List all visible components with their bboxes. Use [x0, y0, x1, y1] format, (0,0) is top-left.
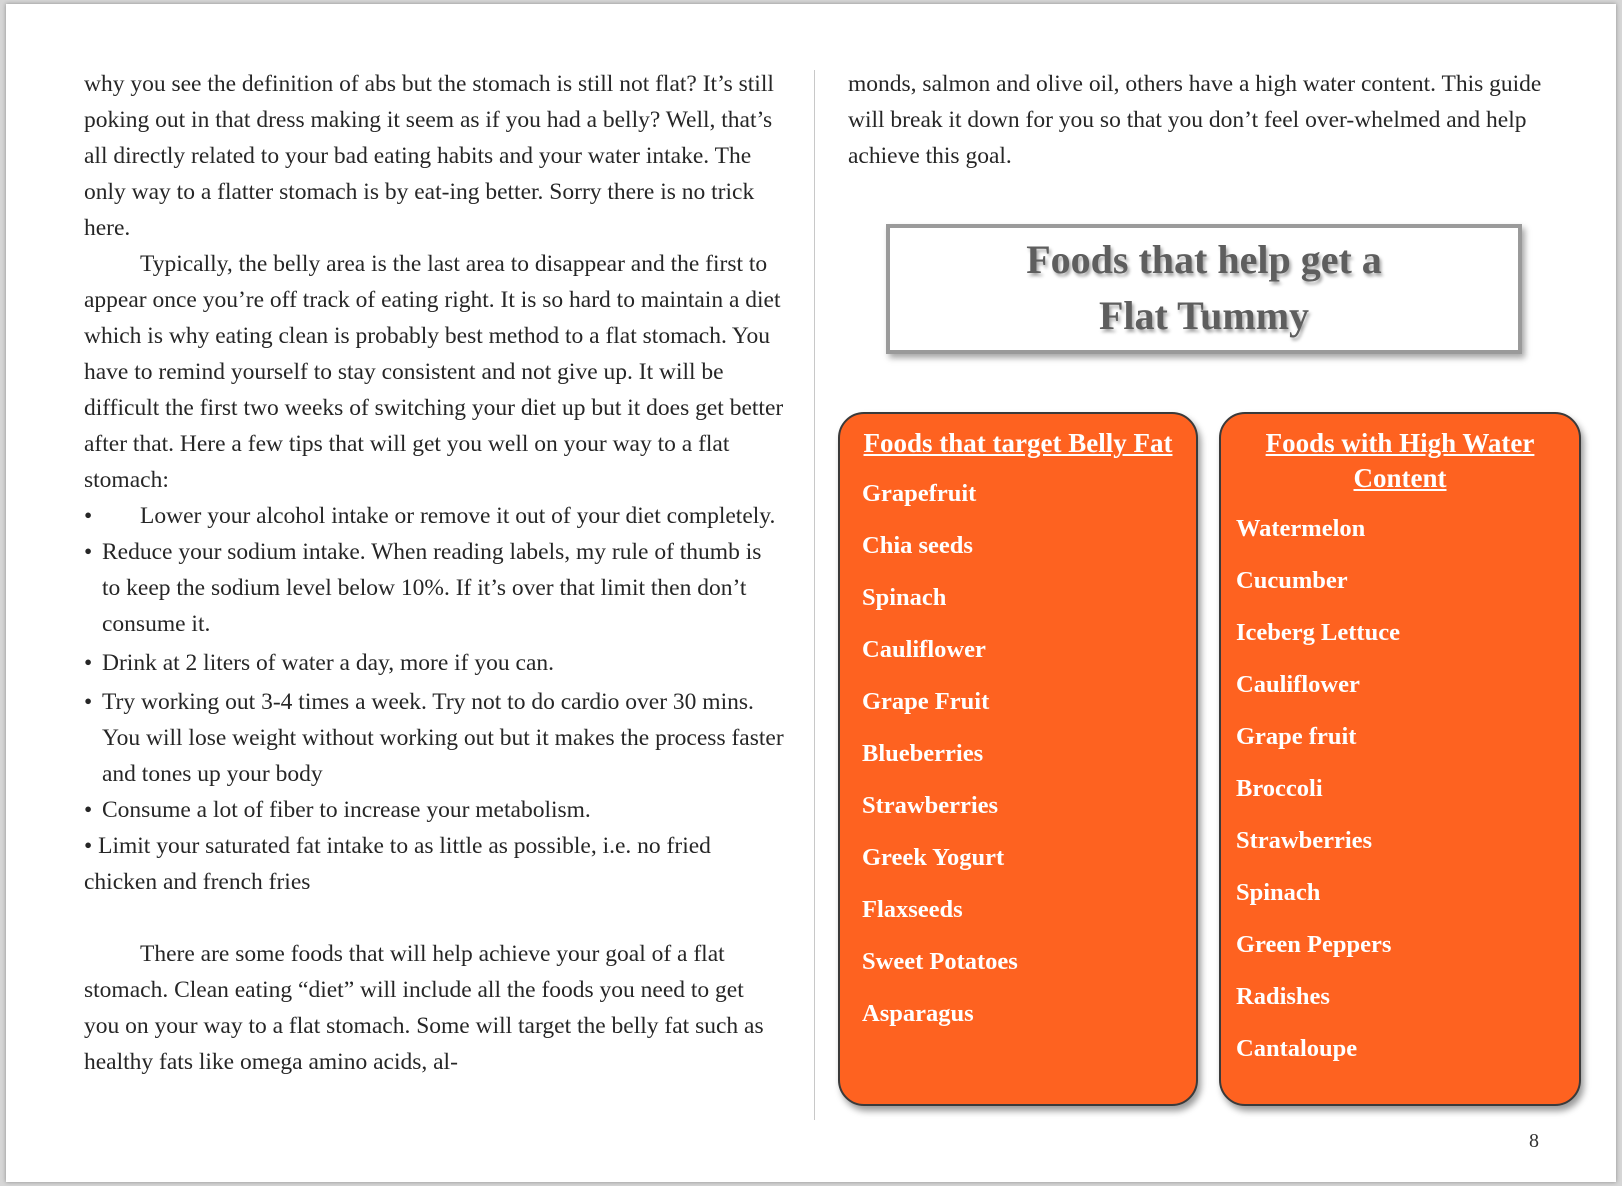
- title-line-2: Flat Tummy: [1098, 293, 1310, 338]
- high-water-heading: Foods with High Water Content: [1265, 428, 1535, 493]
- list-item: Iceberg Lettuce: [1236, 619, 1400, 646]
- list-item: Sweet Potatoes: [862, 948, 1018, 975]
- list-item: Blueberries: [862, 740, 984, 767]
- tip-text: Reduce your sodium intake. When reading labels, my rule of thumb is to keep the sodium level below 10%. If it’s over that limit then don’t consume it.: [102, 539, 762, 637]
- list-item: Grapefruit: [862, 480, 977, 507]
- list-item: Chia seeds: [862, 532, 973, 559]
- tip-text: Consume a lot of fiber to increase your metabolism.: [102, 797, 591, 823]
- tip-text: Drink at 2 liters of water a day, more if you can.: [102, 650, 554, 676]
- paragraph-intro: why you see the definition of abs but the stomach is still not flat? It’s still poking out in that dress making it seem as if you had a belly? Well, that’s all directly related to your bad eating habits and your water intake. The only way to a flatter stomach is by eat-ing better. Sorry there is no trick here.: [84, 71, 774, 241]
- list-item: Spinach: [1236, 879, 1321, 906]
- spacer: [84, 900, 784, 936]
- bullet-icon: •: [84, 689, 93, 715]
- tip-item: [84, 498, 784, 534]
- bullet-icon: •: [84, 797, 93, 823]
- paragraph-continued: monds, salmon and olive oil, others have a high water content. This guide will break it down for you so that you don’t feel over-whelmed and help achieve this goal.: [848, 71, 1542, 169]
- high-water-list: [1221, 514, 1579, 1086]
- paragraph-foods-intro: There are some foods that will help achieve your goal of a flat stomach. Clean eating “diet” will include all the foods you need to get you on your way to a flat stomach. Some will target the belly fat such as healthy fats like omega amino acids, al-: [84, 941, 764, 1075]
- belly-fat-list: [840, 479, 1196, 1051]
- tip-item: [84, 534, 784, 642]
- tip-text: Lower your alcohol intake or remove it out of your diet completely.: [140, 503, 776, 529]
- title-line-1: Foods that help get a: [1026, 237, 1382, 282]
- belly-fat-foods-box: [838, 412, 1198, 1106]
- page-number: 8: [1529, 1130, 1539, 1152]
- list-item: Broccoli: [1236, 775, 1323, 802]
- title-box: [886, 224, 1522, 354]
- document-page: [6, 4, 1616, 1182]
- left-column: [84, 66, 784, 1080]
- belly-fat-heading: Foods that target Belly Fat: [863, 428, 1173, 458]
- right-column-text: [848, 66, 1548, 174]
- list-item: Flaxseeds: [862, 896, 963, 923]
- bullet-icon: •: [84, 650, 93, 676]
- high-water-foods-box: [1219, 412, 1581, 1106]
- list-item: Cauliflower: [1236, 671, 1360, 698]
- tip-item: [84, 792, 784, 828]
- tip-item: [84, 645, 784, 681]
- list-item: Watermelon: [1236, 515, 1366, 542]
- tip-item: [84, 684, 784, 792]
- bullet-icon: •: [84, 503, 93, 529]
- list-item: Green Peppers: [1236, 931, 1392, 958]
- list-item: Strawberries: [1236, 827, 1373, 854]
- tip-item-saturated-fat: • Limit your saturated fat intake to as little as possible, i.e. no fried chicken and french fries: [84, 833, 711, 895]
- list-item: Asparagus: [862, 1000, 974, 1027]
- list-item: Strawberries: [862, 792, 999, 819]
- list-item: Grape fruit: [1236, 723, 1357, 750]
- list-item: Grape Fruit: [862, 688, 990, 715]
- list-item: Cauliflower: [862, 636, 986, 663]
- column-divider: [814, 70, 815, 1120]
- list-item: Cantaloupe: [1236, 1035, 1358, 1062]
- bullet-icon: •: [84, 539, 93, 565]
- paragraph-belly-area: Typically, the belly area is the last area to disappear and the first to appear once you’re off track of eating right. It is so hard to maintain a diet which is why eating clean is probably best method to a flat stomach. You have to remind yourself to stay consistent and not give up. It will be difficult the first two weeks of switching your diet up but it does get better after that. Here a few tips that will get you well on your way to a flat stomach:: [84, 251, 784, 493]
- list-item: Greek Yogurt: [862, 844, 1005, 871]
- list-item: Radishes: [1236, 983, 1330, 1010]
- list-item: Spinach: [862, 584, 947, 611]
- list-item: Cucumber: [1236, 567, 1348, 594]
- tip-text: Try working out 3-4 times a week. Try not to do cardio over 30 mins. You will lose weight without working out but it makes the process faster and tones up your body: [102, 689, 784, 787]
